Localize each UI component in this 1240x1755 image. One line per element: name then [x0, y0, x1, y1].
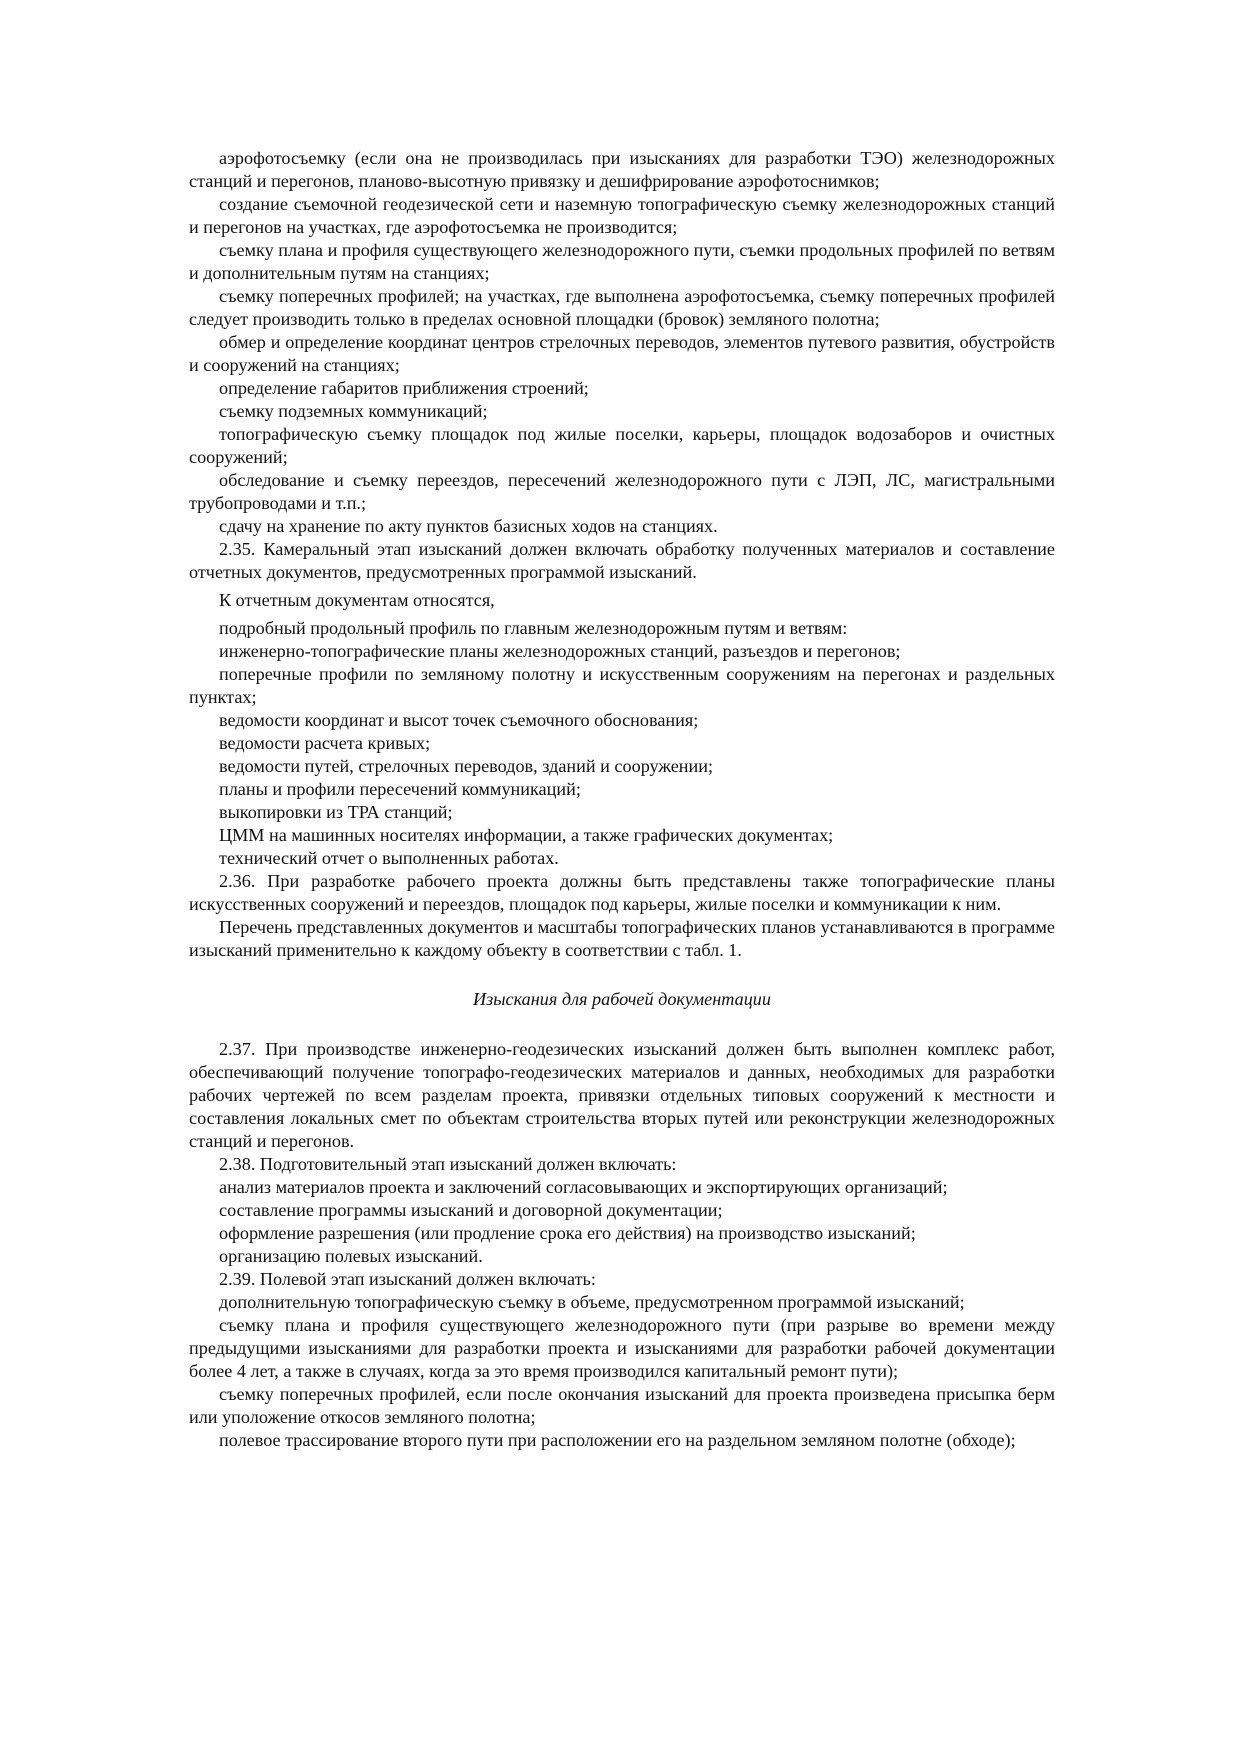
paragraph: съемку поперечных профилей; на участках, где выполнена аэрофотосъемка, съемку поперечных профилей следует производить только в пределах основной площадки (бровок) земляного полотна;: [189, 286, 1055, 329]
paragraph: поперечные профили по земляному полотну и искусственным сооружениям на перегонах и раздельных пунктах;: [189, 664, 1055, 707]
paragraph: выкопировки из ТРА станций;: [219, 802, 453, 822]
paragraph: сдачу на хранение по акту пунктов базисных ходов на станциях.: [219, 516, 718, 536]
paragraph: съемку плана и профиля существующего железнодорожного пути, съемки продольных профилей по ветвям и дополнительным путям на станциях;: [189, 240, 1055, 283]
paragraph: определение габаритов приближения строений;: [219, 378, 589, 398]
paragraph: ЦММ на машинных носителях информации, а также графических документах;: [219, 825, 834, 845]
paragraph: 2.35. Камеральный этап изысканий должен включать обработку полученных материалов и составление отчетных документов, предусмотренных программой изысканий.: [189, 539, 1055, 582]
paragraph: составление программы изысканий и договорной документации;: [219, 1200, 723, 1220]
paragraph: 2.38. Подготовительный этап изысканий должен включать:: [219, 1154, 677, 1174]
paragraph: технический отчет о выполненных работах.: [219, 848, 559, 868]
document-page: [189, 147, 1055, 1452]
paragraph: 2.37. При производстве инженерно-геодезических изысканий должен быть выполнен комплекс работ, обеспечивающий получение топографо-геодезических материалов и данных, необходимых для разработки рабочих чертежей по всем разделам проекта, привязки отдельных типовых сооружений к местности и составления локальных смет по объектам строительства вторых путей или реконструкции железнодорожных станций и перегонов.: [189, 1039, 1055, 1151]
paragraph: подробный продольный профиль по главным железнодорожным путям и ветвям:: [219, 618, 848, 638]
paragraph: инженерно-топографические планы железнодорожных станций, разъездов и перегонов;: [219, 641, 901, 661]
paragraph: анализ материалов проекта и заключений согласовывающих и экспортирующих организаций;: [219, 1177, 948, 1197]
paragraph: полевое трассирование второго пути при расположении его на раздельном земляном полотне (обходе);: [219, 1430, 1016, 1450]
paragraph: аэрофотосъемку (если она не производилась при изысканиях для разработки ТЭО) железнодорожных станций и перегонов, планово-высотную привязку и дешифрирование аэрофотоснимков;: [189, 148, 1055, 191]
paragraph: организацию полевых изысканий.: [219, 1246, 483, 1266]
paragraph: 2.39. Полевой этап изысканий должен включать:: [219, 1269, 596, 1289]
paragraph: съемку плана и профиля существующего железнодорожного пути (при разрыве во времени между предыдущими изысканиями для разработки проекта и изысканиями для разработки рабочей документации более 4 лет, а также в случаях, когда за это время производился капитальный ремонт пути);: [189, 1315, 1055, 1381]
report-intro: К отчетным документам относятся,: [219, 590, 495, 610]
paragraph: обследование и съемку переездов, пересечений железнодорожного пути с ЛЭП, ЛС, магистральными трубопроводами и т.п.;: [189, 470, 1055, 513]
paragraph: планы и профили пересечений коммуникаций;: [219, 779, 581, 799]
section-heading: Изыскания для рабочей документации: [473, 989, 771, 1009]
paragraph: съемку поперечных профилей, если после окончания изысканий для проекта произведена присыпка берм или уположение откосов земляного полотна;: [189, 1384, 1055, 1427]
paragraph: съемку подземных коммуникаций;: [219, 401, 488, 421]
paragraph: создание съемочной геодезической сети и наземную топографическую съемку железнодорожных станций и перегонов на участках, где аэрофотосъемка не производится;: [189, 194, 1055, 237]
paragraph: ведомости координат и высот точек съемочного обоснования;: [219, 710, 699, 730]
paragraph: 2.36. При разработке рабочего проекта должны быть представлены также топографические планы искусственных сооружений и переездов, площадок под карьеры, жилые поселки и коммуникации к ним.: [189, 871, 1055, 914]
paragraph: ведомости расчета кривых;: [219, 733, 431, 753]
paragraph: дополнительную топографическую съемку в объеме, предусмотренном программой изысканий;: [219, 1292, 965, 1312]
paragraph: обмер и определение координат центров стрелочных переводов, элементов путевого развития, обустройств и сооружений на станциях;: [189, 332, 1055, 375]
paragraph: Перечень представленных документов и масштабы топографических планов устанавливаются в программе изысканий применительно к каждому объекту в соответствии с табл. 1.: [189, 917, 1055, 960]
paragraph: оформление разрешения (или продление срока его действия) на производство изысканий;: [219, 1223, 916, 1243]
paragraph: ведомости путей, стрелочных переводов, зданий и сооружении;: [219, 756, 714, 776]
paragraph: топографическую съемку площадок под жилые поселки, карьеры, площадок водозаборов и очистных сооружений;: [189, 424, 1055, 467]
